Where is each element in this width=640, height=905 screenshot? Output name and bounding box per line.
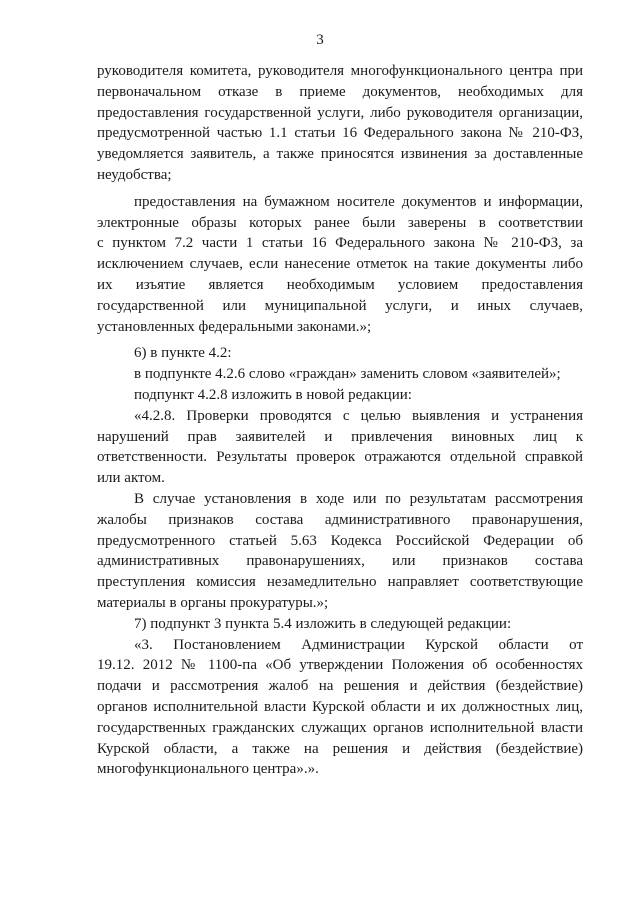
- text-line: исключением случаев, если нанесение отметок на такие документы либо: [97, 256, 583, 273]
- text-line: преступления комиссия незамедлительно направляет соответствующие: [97, 574, 583, 591]
- text-line: неудобства;: [97, 166, 172, 183]
- text-line: 19.12. 2012 № 1100-па «Об утверждении Положения об особенностях: [97, 657, 583, 674]
- text-line: руководителя комитета, руководителя многофункционального центра при: [97, 63, 583, 79]
- text-line: нарушений прав заявителей и привлечения виновных лиц к: [97, 428, 583, 445]
- text-line: предусмотренной частью 1.1 статьи 16 Федерального закона № 210-ФЗ,: [97, 125, 583, 142]
- text-line: подпункт 4.2.8 изложить в новой редакции:: [134, 386, 412, 403]
- text-line: с пунктом 7.2 части 1 статьи 16 Федерального закона № 210-ФЗ, за: [97, 235, 583, 252]
- text-line: государственных гражданских служащих органов исполнительной власти: [97, 719, 583, 736]
- text-line: электронные образы которых ранее были заверены в соответствии: [97, 214, 583, 231]
- text-line: предоставления государственной услуги, либо руководителя организации,: [97, 104, 583, 121]
- text-line: установленных федеральными законами.»;: [97, 318, 372, 335]
- text-line: в подпункте 4.2.6 слово «граждан» заменить словом «заявителей»;: [134, 366, 561, 383]
- text-line: административных правонарушениях, или признаков состава: [97, 553, 583, 570]
- text-line: предоставления на бумажном носителе документов и информации,: [134, 193, 583, 210]
- text-line: ответственности. Результаты проверок отражаются отдельной справкой: [97, 449, 583, 466]
- text-line: «4.2.8. Проверки проводятся с целью выявления и устранения: [134, 407, 583, 424]
- text-line: материалы в органы прокуратуры.»;: [97, 594, 329, 611]
- text-line: «3. Постановлением Администрации Курской области от: [134, 636, 583, 653]
- page-number: 3: [316, 32, 324, 48]
- text-line: уведомляется заявитель, а также приносятся извинения за доставленные: [97, 146, 583, 163]
- text-line: первоначальном отказе в приеме документов, необходимых для: [97, 83, 583, 100]
- text-line: или актом.: [97, 470, 165, 487]
- text-line: 7) подпункт 3 пункта 5.4 изложить в следующей редакции:: [134, 615, 512, 632]
- text-line: государственной или муниципальной услуги, и иных случаев,: [97, 297, 583, 314]
- text-line: В случае установления в ходе или по результатам рассмотрения: [134, 490, 583, 507]
- text-line: органов исполнительной власти Курской области и их должностных лиц,: [97, 698, 583, 715]
- document-body: [97, 61, 583, 780]
- text-line: их изъятие является необходимым условием предоставления: [97, 276, 583, 293]
- text-line: жалобы признаков состава административного правонарушения,: [97, 511, 583, 528]
- text-line: Курской области, а также на решения и действия (бездействие): [97, 740, 583, 757]
- text-line: предусмотренного статьей 5.63 Кодекса Российской Федерации об: [97, 532, 583, 549]
- text-line: подачи и рассмотрения жалоб на решения и действия (бездействие): [97, 678, 583, 695]
- text-line: многофункционального центра».».: [97, 761, 319, 778]
- text-line: 6) в пункте 4.2:: [134, 345, 232, 362]
